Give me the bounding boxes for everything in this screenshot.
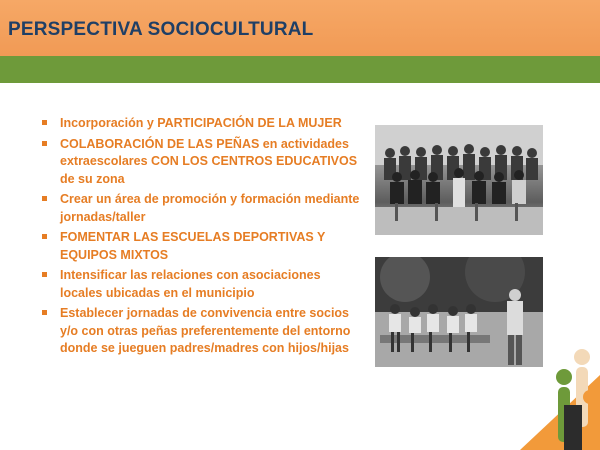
bullet-item: FOMENTAR LAS ESCUELAS DEPORTIVAS Y EQUIPOS MIXTOS — [40, 229, 360, 264]
bullet-item: Intensificar las relaciones con asociaciones locales ubicadas en el municipio — [40, 267, 360, 302]
bullet-marker-icon — [42, 141, 47, 146]
group-photo-children-image — [375, 257, 543, 367]
group-photo-women — [375, 125, 543, 235]
bullet-item: Crear un área de promoción y formación mediante jornadas/taller — [40, 191, 360, 226]
bullet-marker-icon — [42, 196, 47, 201]
bullet-item: Establecer jornadas de convivencia entre socios y/o con otras peñas preferentemente del entorno donde se jueguen padres/madres con hijos/hijas — [40, 305, 360, 358]
title-bar — [0, 0, 600, 56]
bullet-marker-icon — [42, 310, 47, 315]
bullet-list — [40, 115, 360, 361]
bullet-marker-icon — [42, 234, 47, 239]
bullet-marker-icon — [42, 120, 47, 125]
green-band — [0, 56, 600, 83]
slide-title: PERSPECTIVA SOCIOCULTURAL — [8, 19, 314, 40]
group-photo-children — [375, 257, 543, 367]
group-photo-women-image — [375, 125, 543, 235]
bullet-marker-icon — [42, 272, 47, 277]
logo-figures-icon — [520, 345, 600, 450]
bullet-item: Incorporación y PARTICIPACIÓN DE LA MUJER — [40, 115, 360, 133]
bullet-item: COLABORACIÓN DE LAS PEÑAS en actividades extraescolares CON LOS CENTROS EDUCATIVOS de su zona — [40, 136, 360, 189]
